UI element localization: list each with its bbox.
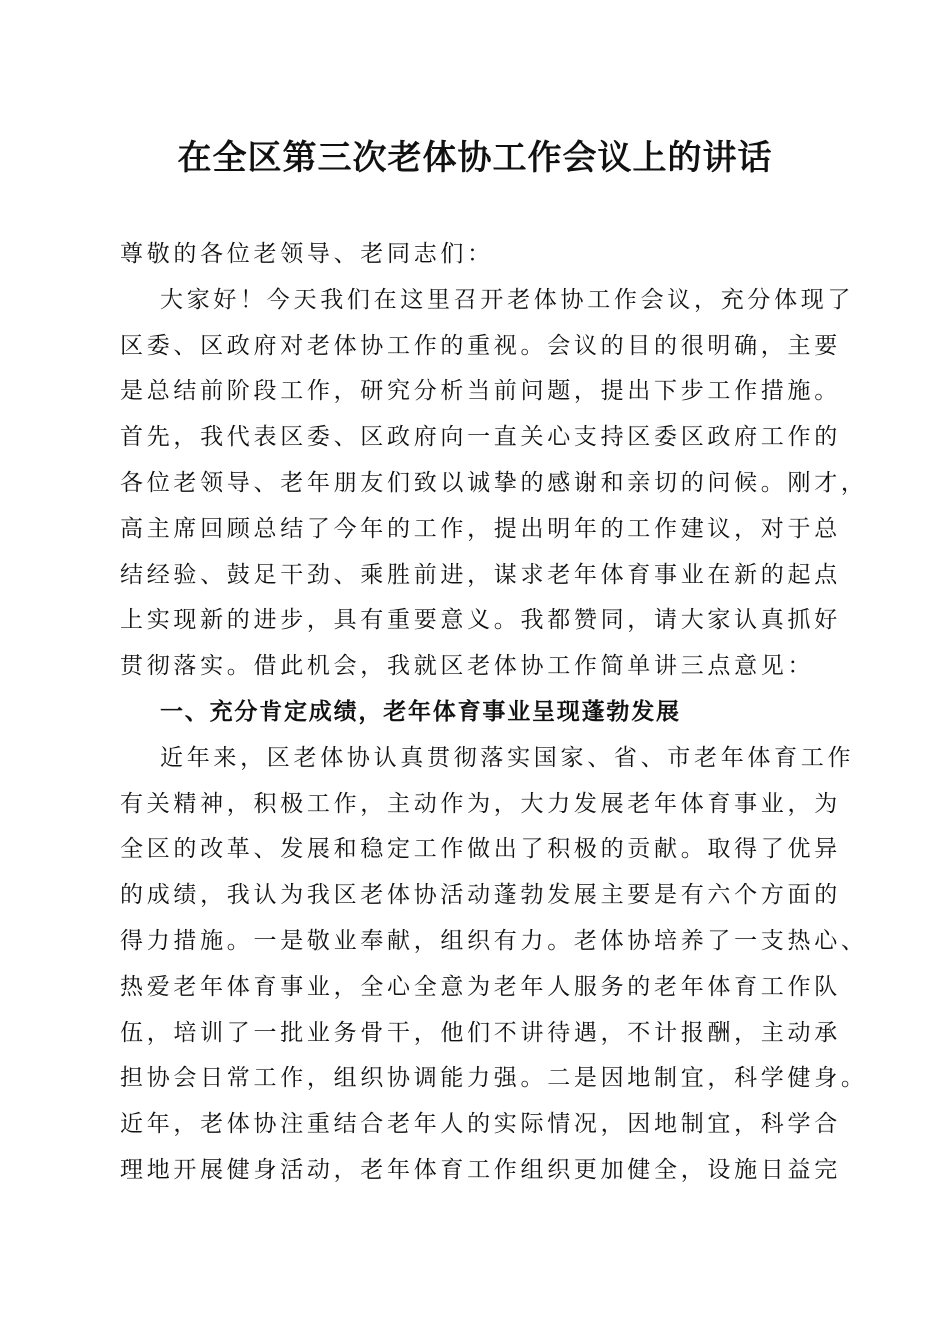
- paragraph-line: 结经验、鼓足干劲、乘胜前进，谋求老年体育事业在新的起点: [120, 561, 841, 588]
- paragraph-line: 近年，老体协注重结合老年人的实际情况，因地制宜，科学合: [120, 1111, 841, 1138]
- paragraph-line: 近年来，区老体协认真贯彻落实国家、省、市老年体育工作: [160, 744, 855, 771]
- paragraph-line: 担协会日常工作，组织协调能力强。二是因地制宜，科学健身。: [120, 1065, 868, 1092]
- paragraph-line: 各位老领导、老年朋友们致以诚挚的感谢和亲切的问候。刚才，: [120, 469, 868, 496]
- paragraph-line: 全区的改革、发展和稳定工作做出了积极的贡献。取得了优异: [120, 836, 841, 863]
- document-body: [120, 232, 868, 1194]
- paragraph-line: 高主席回顾总结了今年的工作，提出明年的工作建议，对于总: [120, 515, 841, 542]
- paragraph-line: 热爱老年体育事业，全心全意为老年人服务的老年体育工作队: [120, 973, 841, 1000]
- paragraph-line: 贯彻落实。借此机会，我就区老体协工作简单讲三点意见：: [120, 653, 815, 680]
- paragraph-line: 大家好！今天我们在这里召开老体协工作会议，充分体现了: [160, 286, 855, 313]
- section-heading: 一、充分肯定成绩，老年体育事业呈现蓬勃发展: [160, 698, 681, 725]
- salutation: 尊敬的各位老领导、老同志们：: [120, 241, 494, 267]
- paragraph-line: 的成绩，我认为我区老体协活动蓬勃发展主要是有六个方面的: [120, 882, 841, 909]
- paragraph-line: 是总结前阶段工作，研究分析当前问题，提出下步工作措施。: [120, 378, 841, 405]
- paragraph-line: 有关精神，积极工作，主动作为，大力发展老年体育事业，为: [120, 790, 841, 817]
- paragraph-line: 理地开展健身活动，老年体育工作组织更加健全，设施日益完: [120, 1156, 841, 1183]
- paragraph-line: 得力措施。一是敬业奉献，组织有力。老体协培养了一支热心、: [120, 927, 868, 954]
- document-title: 在全区第三次老体协工作会议上的讲话: [177, 138, 773, 178]
- paragraph-line: 区委、区政府对老体协工作的重视。会议的目的很明确，主要: [120, 332, 841, 359]
- paragraph-line: 伍，培训了一批业务骨干，他们不讲待遇，不计报酬，主动承: [120, 1019, 841, 1046]
- paragraph-line: 首先，我代表区委、区政府向一直关心支持区委区政府工作的: [120, 424, 841, 451]
- paragraph-line: 上实现新的进步，具有重要意义。我都赞同，请大家认真抓好: [120, 607, 841, 634]
